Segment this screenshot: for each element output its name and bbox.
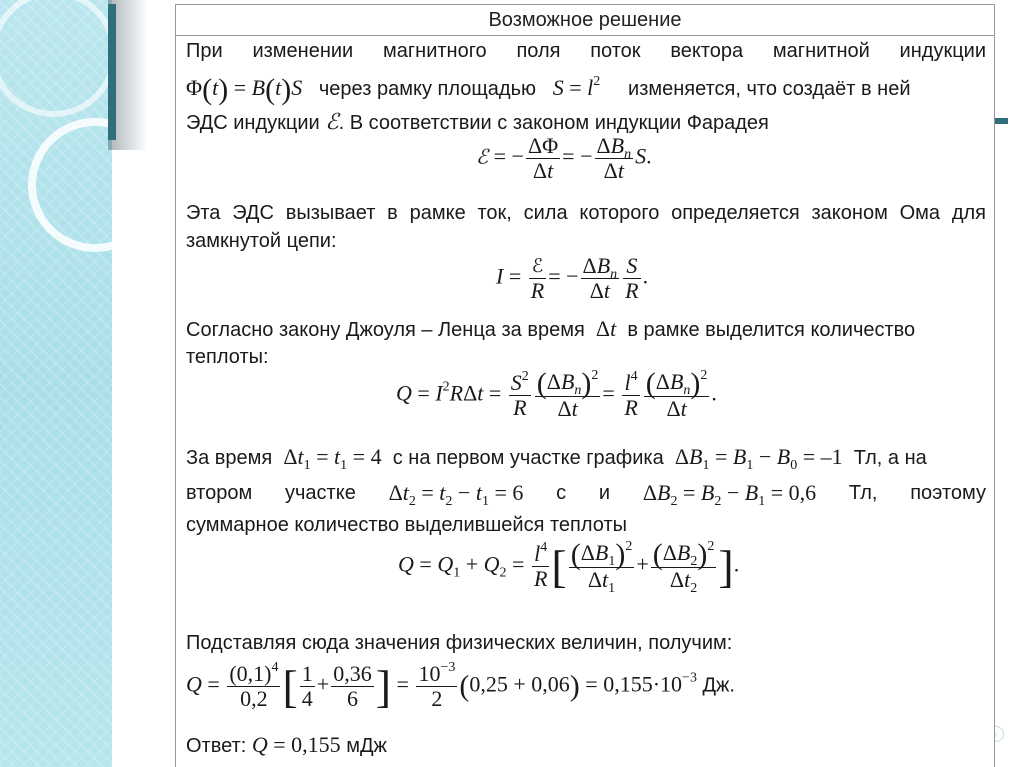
p1-line3a: ЭДС индукции bbox=[186, 112, 320, 134]
paragraph-2-line-1: Эта ЭДС вызывает в рамке ток, сила которого определяется законом Ома для bbox=[186, 202, 986, 224]
paragraph-1-line-3: ЭДС индукции ℰ. В соответствии с законом индукции Фарадея bbox=[186, 110, 769, 135]
paragraph-3-line-2: теплоты: bbox=[186, 346, 269, 368]
p4-line1a: За время bbox=[186, 447, 273, 469]
p1-end-text: изменяется, что создаёт в ней bbox=[628, 78, 911, 100]
joule-lenz-formula: $Q = I^2R\Delta t$ = $\frac{S^2}{R}$ $\frac{(\Delta B_n)^2}{\Delta t}$ = $\frac{l^4}{R}$ $\frac{(\Delta B_n)^2}{\Delta t}$ . bbox=[396, 366, 717, 421]
p4-line1c: Тл, а на bbox=[853, 447, 927, 469]
paragraph-2-line-2: замкнутой цепи: bbox=[186, 230, 337, 252]
b-value: (0,1) bbox=[229, 661, 272, 686]
p3-line1b: в рамке выделится количество bbox=[627, 319, 916, 341]
faraday-formula: ℰ = − $\frac{\Delta\Phi}{\Delta t}$ = − $\frac{\Delta B_n}{\Delta t}$ S. bbox=[476, 133, 652, 183]
paragraph-4-line-2: втором участке $\Delta t_2 = t_2 - t_1 = 6$ с и $\Delta B_2 = B_2 - B_1 = 0,6$ Тл, поэтому bbox=[186, 480, 986, 509]
calculation-formula: Q = $\frac{(0,1)^4}{0,2}$ [ $\frac{1}{4}$ + $\frac{0,36}{6}$ ] = $\frac{10^{-3}}{2}$ $(0,25 + 0,06) = 0,155\cdot 10^{-3}$ Дж. bbox=[186, 660, 735, 712]
frac1-den: 4 bbox=[301, 686, 313, 711]
ohm-formula: I = $\frac{\text{ℰ}}{R}$ = − $\frac{\Delta B_n}{\Delta t}$ $\frac{S}{R}$ . bbox=[496, 253, 649, 303]
paragraph-1-line-1: При изменении магнитного поля поток вектора магнитной индукции bbox=[186, 40, 986, 62]
answer-value: 0,155 bbox=[291, 732, 341, 757]
p4-line2e: Тл, bbox=[848, 482, 878, 504]
solution-document bbox=[175, 4, 995, 767]
p4-line2b: участке bbox=[285, 482, 356, 504]
dB2-value: 0,6 bbox=[788, 480, 817, 505]
paragraph-1-line-2: Φ(t) = B(t)S через рамку площадью $S = l^2$ изменяется, что создаёт в ней bbox=[186, 72, 911, 106]
p4-line2f: поэтому bbox=[910, 482, 986, 504]
slide-number-icon: › bbox=[988, 726, 1004, 742]
answer-label: Ответ: bbox=[186, 735, 247, 757]
a-value: 0,2 bbox=[240, 686, 268, 711]
p4-line2c: с bbox=[556, 482, 567, 504]
paragraph-5-line-1: Подставляя сюда значения физических величин, получим: bbox=[186, 632, 733, 654]
answer-unit: мДж bbox=[346, 735, 387, 757]
p4-line1b: с на первом участке графика bbox=[392, 447, 664, 469]
pow-base: 10 bbox=[418, 661, 441, 686]
frac1-num: 1 bbox=[301, 661, 313, 686]
total-heat-formula: $Q = Q_1 + Q_2$ = $\frac{l^4}{R}$ [ $\frac{(\Delta B_1)^2}{\Delta t_1}$ + $\frac{(\Delta B_2)^2}{\Delta t_2}$ ]. bbox=[398, 537, 740, 596]
paragraph-3-line-1: Согласно закону Джоуля – Ленца за время Δt в рамке выделится количество bbox=[186, 316, 916, 341]
frac2-den: 6 bbox=[346, 686, 358, 711]
sum-a: 0,25 bbox=[469, 671, 508, 697]
paragraph-4-line-3: суммарное количество выделившейся теплоты bbox=[186, 514, 627, 536]
unit-j: Дж. bbox=[702, 674, 735, 697]
dt2-value: 6 bbox=[512, 480, 524, 505]
paragraph-4-line-1: За время $\Delta t_1 = t_1 = 4$ с на первом участке графика $\Delta B_1 = B_1 - B_0 = -1$ Тл, а на bbox=[186, 444, 927, 473]
pow-exp: −3 bbox=[440, 660, 456, 675]
p4-line2d: и bbox=[598, 482, 611, 504]
t1-value: 4 bbox=[370, 444, 382, 469]
dB1-value: –1 bbox=[820, 444, 843, 469]
p1-mid-text: через рамку площадью bbox=[318, 78, 537, 100]
den-two: 2 bbox=[431, 686, 443, 711]
p4-line2a: втором bbox=[186, 482, 253, 504]
p3-line1a: Согласно закону Джоуля – Ленца за время bbox=[186, 319, 585, 341]
sum-b: 0,06 bbox=[531, 671, 570, 697]
p1-line3b: . В соответствии с законом индукции Фарадея bbox=[338, 112, 769, 134]
accent-bar bbox=[108, 4, 116, 140]
answer-line: Ответ: Q = 0,155 мДж bbox=[186, 732, 387, 757]
result-value: 0,155 bbox=[603, 671, 653, 697]
frac2-num: 0,36 bbox=[333, 661, 372, 686]
document-title: Возможное решение bbox=[176, 4, 994, 36]
